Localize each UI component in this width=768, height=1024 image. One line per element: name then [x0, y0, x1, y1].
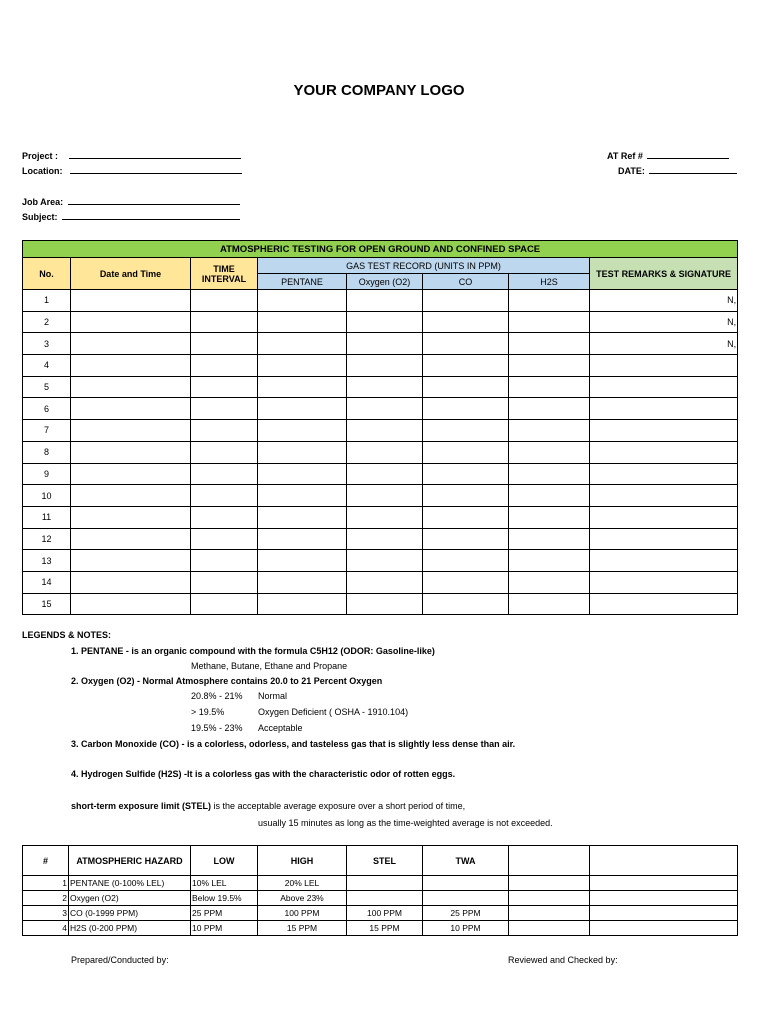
hazard-high-cell: 15 PPM [258, 921, 347, 936]
hazard-limits-table [22, 845, 738, 936]
hazard-number-cell: 4 [23, 921, 69, 936]
hazard-name-cell: PENTANE (0-100% LEL) [69, 876, 191, 891]
hazard-blank-cell [590, 921, 738, 936]
pentane-cell[interactable] [258, 376, 347, 398]
date-time-cell[interactable] [71, 441, 191, 463]
location-label: Location: [22, 166, 63, 176]
date-time-cell[interactable] [71, 420, 191, 442]
date-time-cell[interactable] [71, 398, 191, 420]
gas-test-record-header: GAS TEST RECORD (UNITS IN PPM) [258, 258, 590, 274]
hazard-col-stel: STEL [347, 846, 423, 876]
hazard-blank-cell [509, 921, 590, 936]
pentane-cell[interactable] [258, 528, 347, 550]
remarks-cell[interactable] [590, 398, 738, 420]
hazard-high-cell: Above 23% [258, 891, 347, 906]
date-field [618, 164, 737, 176]
hazard-row [23, 891, 738, 906]
col-header-h2s: H2S [509, 274, 590, 290]
pentane-cell[interactable] [258, 550, 347, 572]
date-time-cell[interactable] [71, 333, 191, 355]
co-cell[interactable] [423, 333, 509, 355]
co-cell[interactable] [423, 290, 509, 312]
note-oxygen: 2. Oxygen (O2) - Normal Atmosphere contains 20.0 to 21 Percent Oxygen [71, 676, 383, 686]
table-row [23, 355, 738, 377]
pentane-cell[interactable] [258, 290, 347, 312]
table-row [23, 376, 738, 398]
time-interval-cell[interactable] [191, 593, 258, 615]
pentane-cell[interactable] [258, 571, 347, 593]
oxygen-cell[interactable] [347, 485, 423, 507]
date-time-cell[interactable] [71, 290, 191, 312]
note-pentane: 1. PENTANE - is an organic compound with the formula C5H12 (ODOR: Gasoline-like) [71, 646, 435, 656]
date-input-line[interactable] [649, 164, 737, 174]
row-number-cell: 9 [23, 463, 71, 485]
row-number-cell: 11 [23, 506, 71, 528]
table-row [23, 550, 738, 572]
oxygen-cell[interactable] [347, 528, 423, 550]
table-row [23, 485, 738, 507]
hazard-col-blank [590, 846, 738, 876]
time-interval-cell[interactable] [191, 311, 258, 333]
hazard-name-cell: CO (0-1999 PPM) [69, 906, 191, 921]
row-number-cell: 7 [23, 420, 71, 442]
table-row [23, 311, 738, 333]
row-number-cell: 14 [23, 571, 71, 593]
note-carbon-monoxide: 3. Carbon Monoxide (CO) - is a colorless, odorless, and tasteless gas that is slightly less dense than air. [71, 739, 516, 749]
date-time-cell[interactable] [71, 571, 191, 593]
h2s-cell[interactable] [509, 441, 590, 463]
table-row [23, 290, 738, 312]
remarks-cell[interactable]: N, [590, 311, 738, 333]
remarks-cell[interactable] [590, 528, 738, 550]
h2s-cell[interactable] [509, 398, 590, 420]
col-header-pentane: PENTANE [258, 274, 347, 290]
o2-level-range: > 19.5% [191, 707, 225, 717]
col-header-co: CO [423, 274, 509, 290]
remarks-cell[interactable]: N, [590, 333, 738, 355]
row-number-cell: 8 [23, 441, 71, 463]
job-area-input-line[interactable] [68, 195, 240, 205]
subject-label: Subject: [22, 212, 58, 222]
remarks-cell[interactable] [590, 376, 738, 398]
time-interval-cell[interactable] [191, 441, 258, 463]
row-number-cell: 1 [23, 290, 71, 312]
hazard-col-twa: TWA [423, 846, 509, 876]
date-time-cell[interactable] [71, 593, 191, 615]
job-area-field [22, 195, 240, 207]
hazard-name-cell: H2S (0-200 PPM) [69, 921, 191, 936]
h2s-cell[interactable] [509, 506, 590, 528]
oxygen-cell[interactable] [347, 311, 423, 333]
table-row [23, 420, 738, 442]
hazard-row [23, 876, 738, 891]
remarks-cell[interactable] [590, 506, 738, 528]
oxygen-cell[interactable] [347, 290, 423, 312]
hazard-low-cell: 10% LEL [191, 876, 258, 891]
date-time-cell[interactable] [71, 463, 191, 485]
hazard-low-cell: Below 19.5% [191, 891, 258, 906]
co-cell[interactable] [423, 550, 509, 572]
time-interval-cell[interactable] [191, 571, 258, 593]
h2s-cell[interactable] [509, 311, 590, 333]
oxygen-cell[interactable] [347, 506, 423, 528]
row-number-cell: 15 [23, 593, 71, 615]
h2s-cell[interactable] [509, 420, 590, 442]
h2s-cell[interactable] [509, 376, 590, 398]
table-row [23, 593, 738, 615]
row-number-cell: 5 [23, 376, 71, 398]
table-row [23, 333, 738, 355]
hazard-name-cell: Oxygen (O2) [69, 891, 191, 906]
reviewed-by-label: Reviewed and Checked by: [508, 955, 618, 965]
note-stel-line2: usually 15 minutes as long as the time-weighted average is not exceeded. [258, 818, 553, 828]
table-row [23, 528, 738, 550]
pentane-cell[interactable] [258, 333, 347, 355]
remarks-cell[interactable] [590, 463, 738, 485]
hazard-col-low: LOW [191, 846, 258, 876]
col-header-oxygen: Oxygen (O2) [347, 274, 423, 290]
hazard-col-high: HIGH [258, 846, 347, 876]
h2s-cell[interactable] [509, 550, 590, 572]
company-logo-text: YOUR COMPANY LOGO [293, 82, 465, 99]
time-interval-cell[interactable] [191, 485, 258, 507]
pentane-cell[interactable] [258, 398, 347, 420]
remarks-cell[interactable] [590, 420, 738, 442]
oxygen-cell[interactable] [347, 571, 423, 593]
h2s-cell[interactable] [509, 290, 590, 312]
oxygen-cell[interactable] [347, 463, 423, 485]
co-cell[interactable] [423, 311, 509, 333]
hazard-number-cell: 1 [23, 876, 69, 891]
oxygen-cell[interactable] [347, 333, 423, 355]
at-ref-input-line[interactable] [647, 149, 729, 159]
pentane-cell[interactable] [258, 441, 347, 463]
row-number-cell: 12 [23, 528, 71, 550]
oxygen-cell[interactable] [347, 593, 423, 615]
hazard-col-number: # [23, 846, 69, 876]
at-ref-field [607, 149, 729, 161]
table-row [23, 506, 738, 528]
pentane-cell[interactable] [258, 463, 347, 485]
date-time-cell[interactable] [71, 311, 191, 333]
row-number-cell: 13 [23, 550, 71, 572]
hazard-row [23, 921, 738, 936]
hazard-blank-cell [590, 891, 738, 906]
h2s-cell[interactable] [509, 485, 590, 507]
date-time-cell[interactable] [71, 550, 191, 572]
col-header-no: No. [23, 258, 71, 290]
remarks-cell[interactable]: N, [590, 290, 738, 312]
hazard-blank-cell [509, 891, 590, 906]
row-number-cell: 6 [23, 398, 71, 420]
time-interval-cell[interactable] [191, 333, 258, 355]
row-number-cell: 4 [23, 355, 71, 377]
hazard-stel-cell: 15 PPM [347, 921, 423, 936]
oxygen-cell[interactable] [347, 376, 423, 398]
project-label: Project : [22, 151, 59, 161]
stel-term: short-term exposure limit (STEL) [71, 801, 212, 811]
hazard-blank-cell [590, 906, 738, 921]
note-stel [71, 801, 465, 811]
remarks-cell[interactable] [590, 593, 738, 615]
pentane-cell[interactable] [258, 506, 347, 528]
co-cell[interactable] [423, 355, 509, 377]
co-cell[interactable] [423, 376, 509, 398]
time-interval-cell[interactable] [191, 550, 258, 572]
oxygen-cell[interactable] [347, 420, 423, 442]
hazard-high-cell: 100 PPM [258, 906, 347, 921]
o2-level-desc: Acceptable [258, 723, 303, 733]
co-cell[interactable] [423, 398, 509, 420]
h2s-cell[interactable] [509, 571, 590, 593]
hazard-twa-cell: 10 PPM [423, 921, 509, 936]
time-interval-cell[interactable] [191, 398, 258, 420]
date-time-cell[interactable] [71, 485, 191, 507]
time-interval-cell[interactable] [191, 506, 258, 528]
hazard-blank-cell [509, 876, 590, 891]
o2-level-desc: Oxygen Deficient ( OSHA - 1910.104) [258, 707, 409, 717]
oxygen-cell[interactable] [347, 550, 423, 572]
header-row [23, 258, 738, 274]
subject-input-line[interactable] [62, 210, 240, 220]
time-interval-cell[interactable] [191, 463, 258, 485]
row-number-cell: 10 [23, 485, 71, 507]
note-hydrogen-sulfide: 4. Hydrogen Sulfide (H2S) -It is a colorless gas with the characteristic odor of rotten eggs. [71, 769, 456, 779]
time-interval-cell[interactable] [191, 420, 258, 442]
pentane-cell[interactable] [258, 311, 347, 333]
project-field [22, 149, 241, 161]
project-input-line[interactable] [69, 149, 241, 159]
row-number-cell: 2 [23, 311, 71, 333]
hazard-number-cell: 2 [23, 891, 69, 906]
note-pentane-sub: Methane, Butane, Ethane and Propane [191, 661, 348, 671]
h2s-cell[interactable] [509, 593, 590, 615]
pentane-cell[interactable] [258, 485, 347, 507]
co-cell[interactable] [423, 528, 509, 550]
hazard-header-row [23, 846, 738, 876]
table-banner: ATMOSPHERIC TESTING FOR OPEN GROUND AND CONFINED SPACE [23, 241, 738, 258]
hazard-low-cell: 25 PPM [191, 906, 258, 921]
location-field [22, 164, 242, 176]
oxygen-cell[interactable] [347, 355, 423, 377]
atmospheric-testing-table [22, 240, 738, 615]
time-interval-cell[interactable] [191, 290, 258, 312]
co-cell[interactable] [423, 593, 509, 615]
hazard-blank-cell [590, 876, 738, 891]
date-time-cell[interactable] [71, 355, 191, 377]
date-time-cell[interactable] [71, 376, 191, 398]
hazard-col-hazard: ATMOSPHERIC HAZARD [69, 846, 191, 876]
subject-field [22, 210, 240, 222]
table-row [23, 463, 738, 485]
legends-heading: LEGENDS & NOTES: [22, 630, 112, 640]
co-cell[interactable] [423, 463, 509, 485]
date-time-cell[interactable] [71, 528, 191, 550]
remarks-cell[interactable] [590, 355, 738, 377]
hazard-blank-cell [509, 906, 590, 921]
hazard-high-cell: 20% LEL [258, 876, 347, 891]
co-cell[interactable] [423, 441, 509, 463]
hazard-twa-cell [423, 876, 509, 891]
hazard-stel-cell [347, 891, 423, 906]
remarks-cell[interactable] [590, 571, 738, 593]
h2s-cell[interactable] [509, 355, 590, 377]
stel-definition: is the acceptable average exposure over a short period of time, [211, 801, 466, 811]
row-number-cell: 3 [23, 333, 71, 355]
remarks-cell[interactable] [590, 441, 738, 463]
o2-level-range: 19.5% - 23% [191, 723, 243, 733]
hazard-twa-cell: 25 PPM [423, 906, 509, 921]
co-cell[interactable] [423, 485, 509, 507]
time-interval-cell[interactable] [191, 355, 258, 377]
prepared-by-label: Prepared/Conducted by: [71, 955, 169, 965]
table-row [23, 398, 738, 420]
pentane-cell[interactable] [258, 355, 347, 377]
o2-level-desc: Normal [258, 691, 288, 701]
hazard-stel-cell [347, 876, 423, 891]
pentane-cell[interactable] [258, 593, 347, 615]
co-cell[interactable] [423, 420, 509, 442]
col-header-date-time: Date and Time [71, 258, 191, 290]
time-interval-cell[interactable] [191, 528, 258, 550]
col-header-remarks: TEST REMARKS & SIGNATURE [590, 258, 738, 290]
table-row [23, 571, 738, 593]
pentane-cell[interactable] [258, 420, 347, 442]
time-interval-cell[interactable] [191, 376, 258, 398]
oxygen-cell[interactable] [347, 441, 423, 463]
table-row [23, 441, 738, 463]
date-label: DATE: [618, 166, 645, 176]
oxygen-cell[interactable] [347, 398, 423, 420]
o2-level-range: 20.8% - 21% [191, 691, 243, 701]
hazard-twa-cell [423, 891, 509, 906]
hazard-number-cell: 3 [23, 906, 69, 921]
co-cell[interactable] [423, 506, 509, 528]
hazard-stel-cell: 100 PPM [347, 906, 423, 921]
date-time-cell[interactable] [71, 506, 191, 528]
col-header-time-interval: TIME INTERVAL [191, 258, 258, 290]
h2s-cell[interactable] [509, 333, 590, 355]
remarks-cell[interactable] [590, 550, 738, 572]
h2s-cell[interactable] [509, 463, 590, 485]
at-ref-label: AT Ref # [607, 151, 643, 161]
table-banner-row [23, 241, 738, 258]
co-cell[interactable] [423, 571, 509, 593]
remarks-cell[interactable] [590, 485, 738, 507]
hazard-low-cell: 10 PPM [191, 921, 258, 936]
hazard-col-blank [509, 846, 590, 876]
location-input-line[interactable] [70, 164, 242, 174]
job-area-label: Job Area: [22, 197, 64, 207]
hazard-row [23, 906, 738, 921]
h2s-cell[interactable] [509, 528, 590, 550]
